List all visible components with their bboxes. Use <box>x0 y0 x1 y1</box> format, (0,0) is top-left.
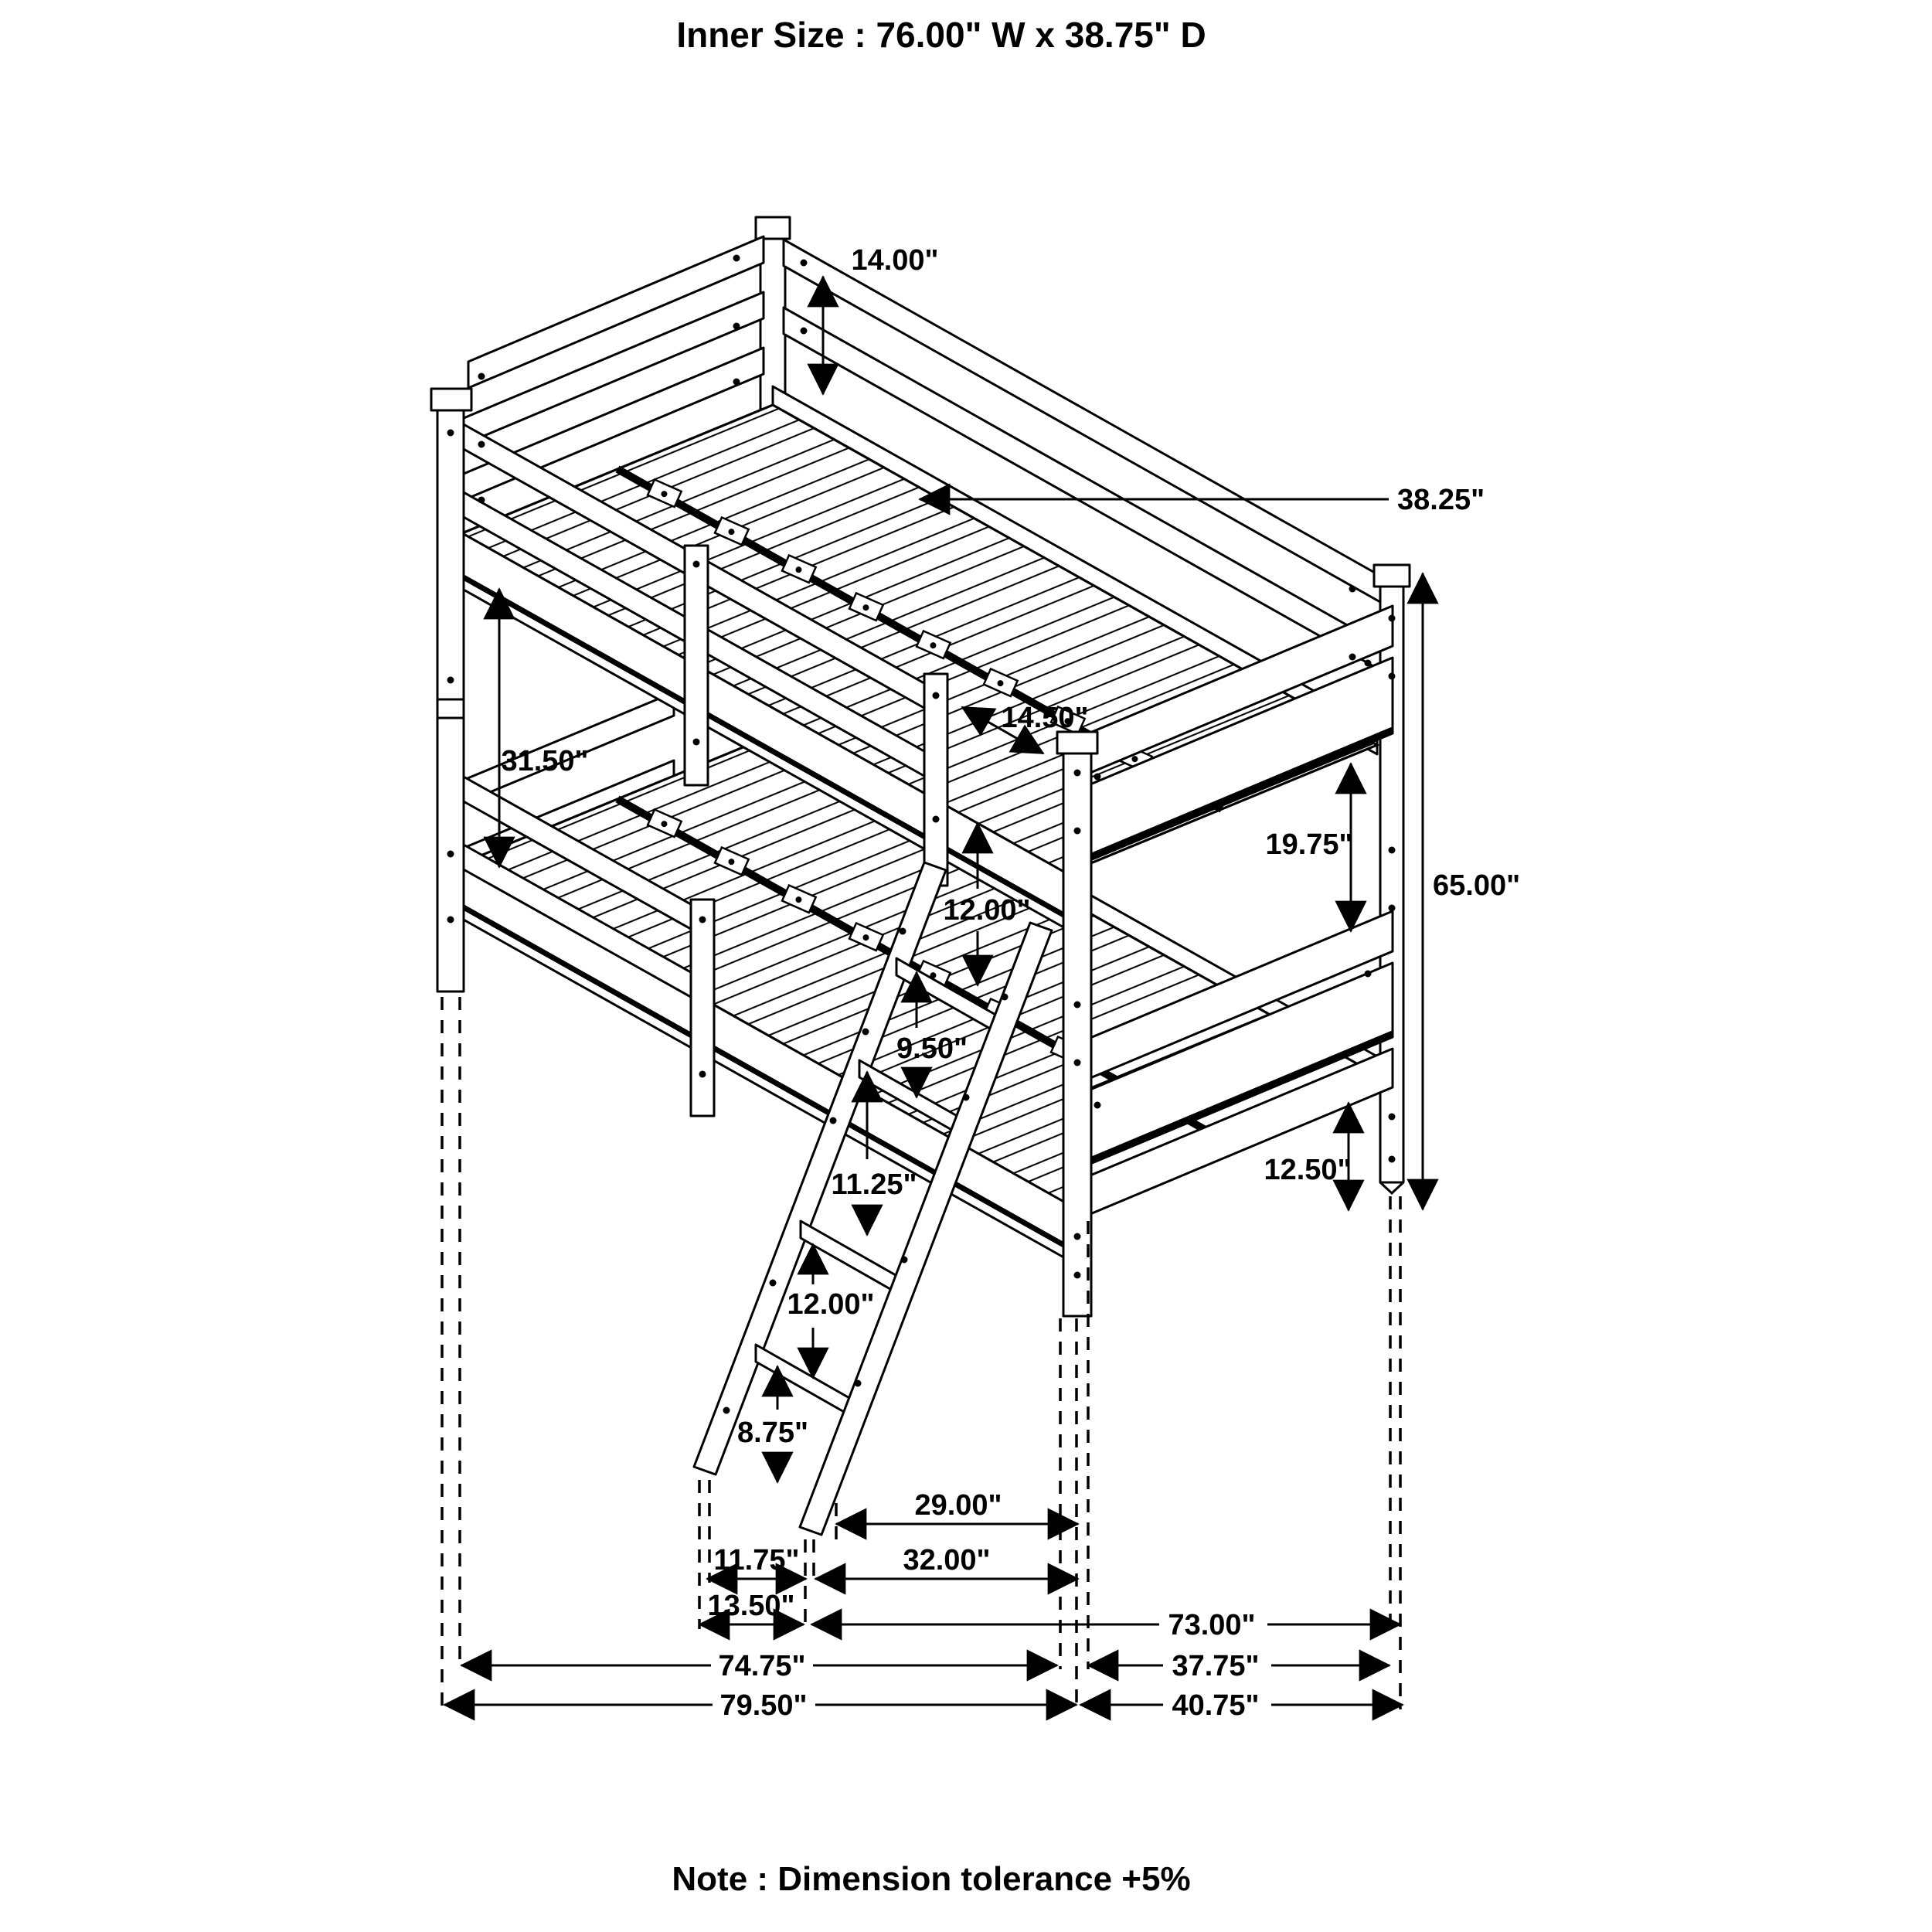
dim-frame-depth: 37.75" <box>1172 1650 1260 1682</box>
lower-guard-end-post <box>691 900 714 1116</box>
dim-ladder-step-bottom: 8.75" <box>737 1417 808 1449</box>
dim-ladder-step-4: 12.00" <box>787 1288 875 1321</box>
dim-ladder-step-top: 12.00" <box>943 894 1031 927</box>
dim-footboard-gap: 19.75" <box>1265 828 1353 861</box>
foot-front-post <box>1057 732 1097 1316</box>
upper-guard-mid-post <box>685 546 708 785</box>
dim-frame-length: 74.75" <box>718 1650 806 1682</box>
dim-ladder-step-2: 9.50" <box>896 1032 968 1065</box>
page-title: Inner Size : 76.00" W x 38.75" D <box>676 15 1206 55</box>
dim-overall-depth: 40.75" <box>1172 1689 1260 1722</box>
dim-ladder-depth: 11.75" <box>713 1544 800 1577</box>
dim-overall-length: 79.50" <box>719 1689 808 1722</box>
dim-bunk-gap-height: 31.50" <box>501 745 589 777</box>
dim-slat-span: 38.25" <box>1397 484 1485 516</box>
dim-ladder-reach: 29.00" <box>914 1489 1002 1522</box>
dim-leg-clearance: 12.50" <box>1264 1154 1352 1186</box>
dim-overall-height: 65.00" <box>1433 869 1521 902</box>
dim-ladder-offset: 13.50" <box>707 1590 795 1622</box>
dim-headboard-guard-height: 14.00" <box>851 244 939 277</box>
dim-ladder-base-span: 32.00" <box>903 1544 991 1577</box>
upper-guard-end-post <box>924 674 947 886</box>
tolerance-note: Note : Dimension tolerance +5% <box>672 1860 1191 1898</box>
dim-entry-gap: 14.50" <box>1001 702 1089 734</box>
dim-ladder-step-3: 11.25" <box>831 1168 917 1201</box>
dim-inner-length: 73.00" <box>1168 1609 1256 1641</box>
